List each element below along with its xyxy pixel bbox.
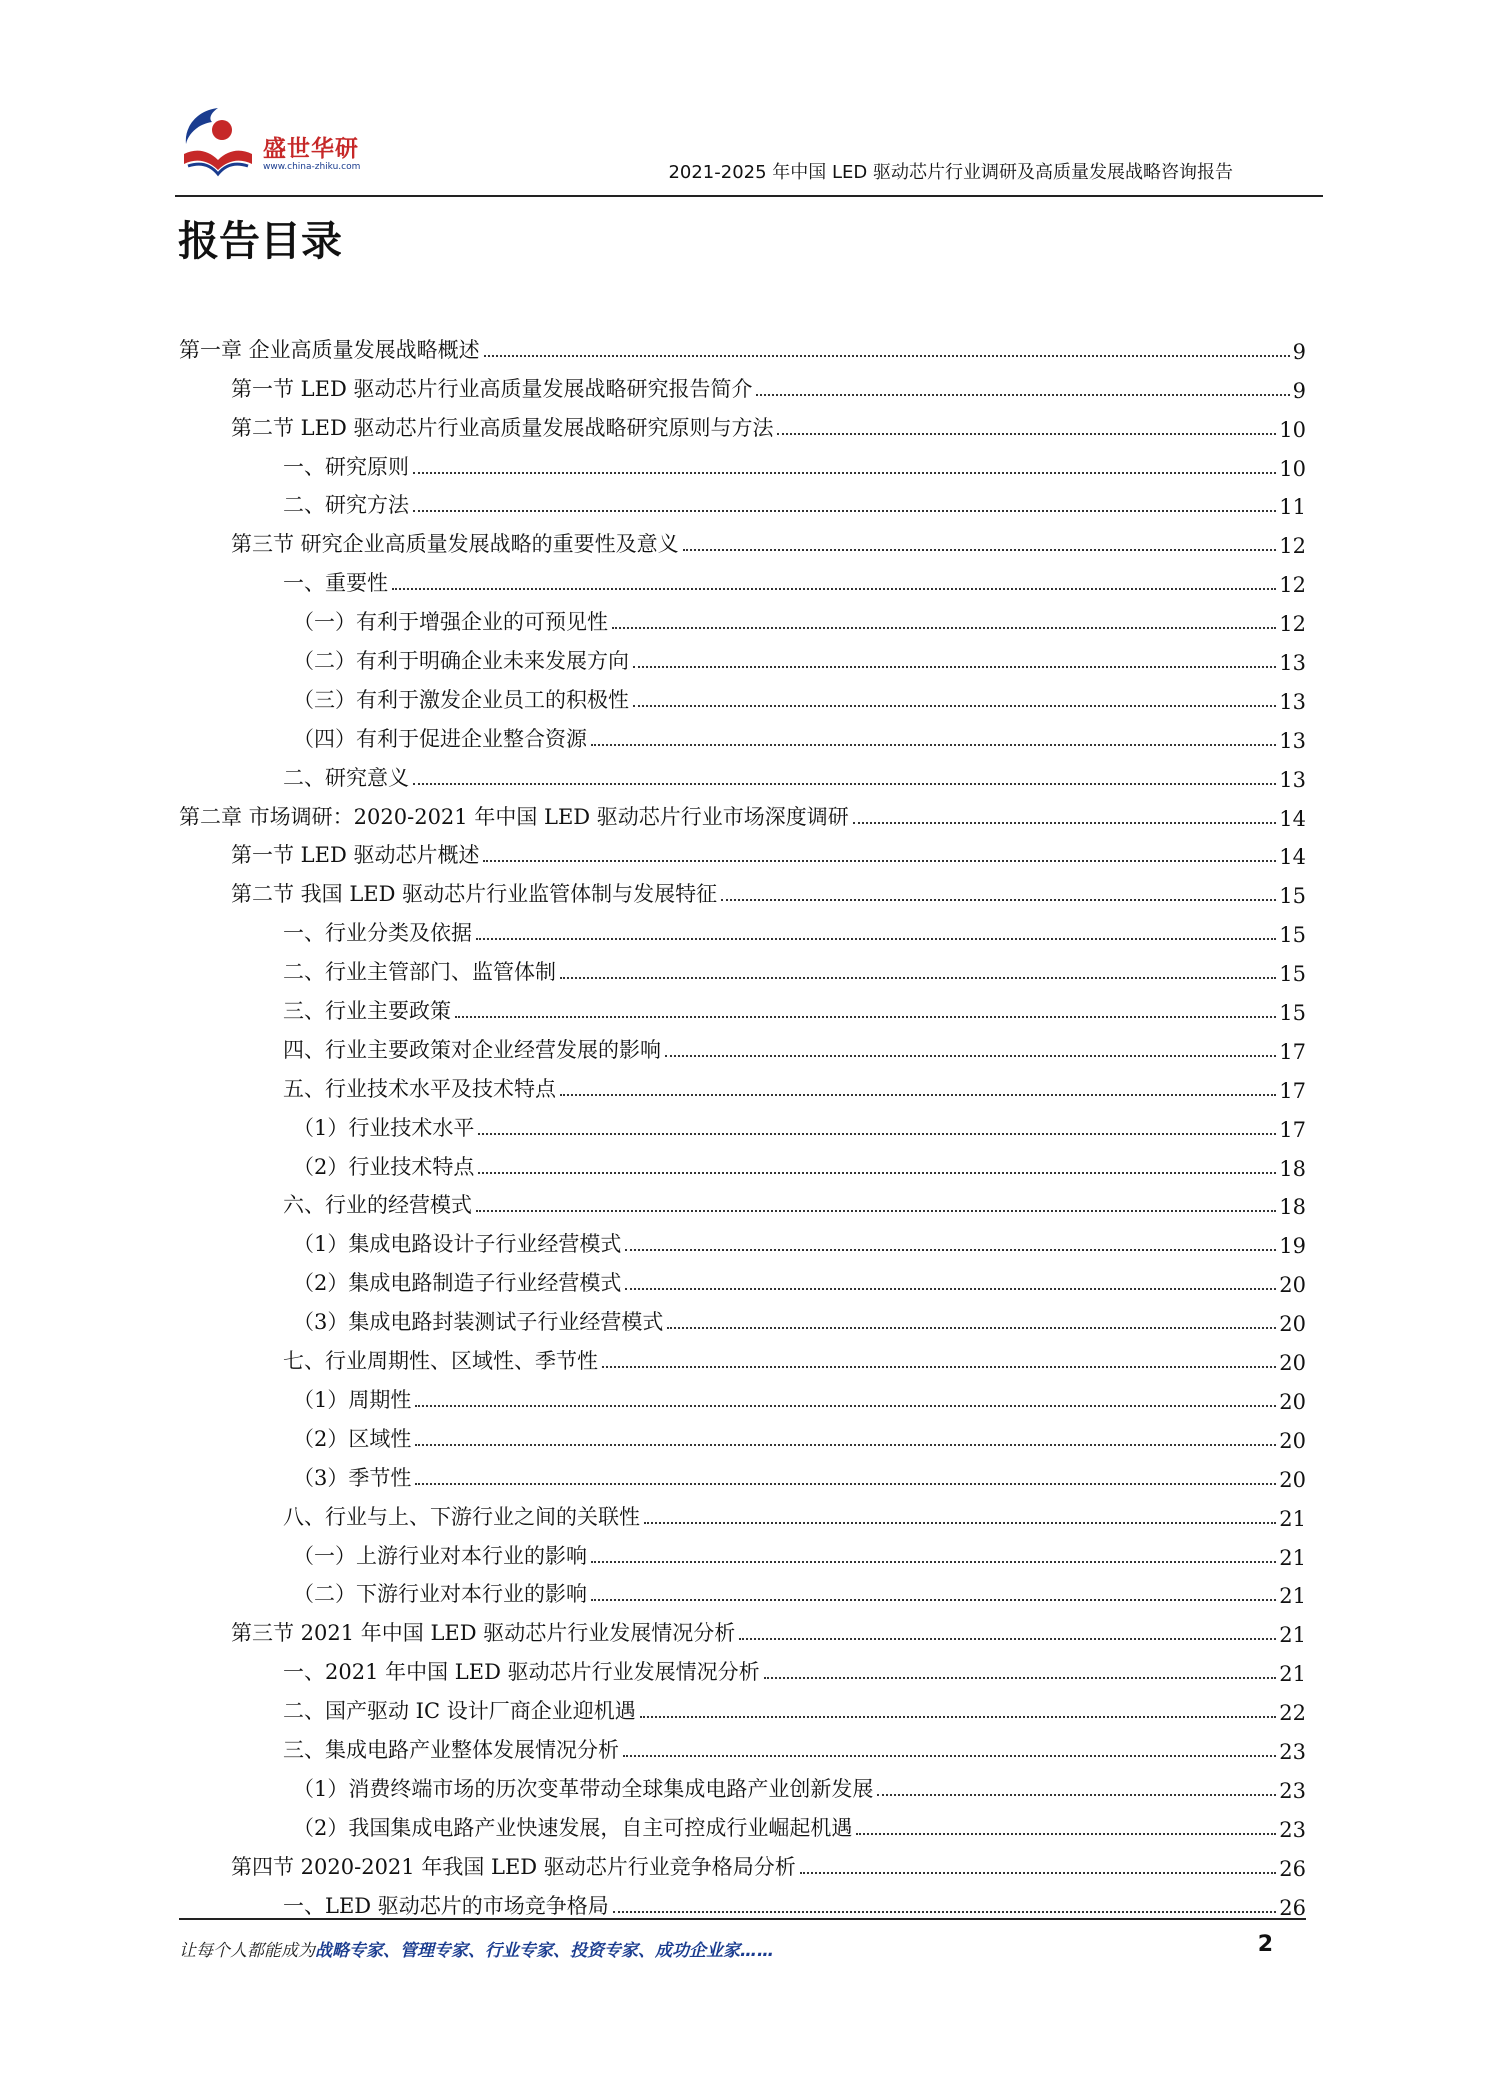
toc-entry-title: （三）有利于激发企业员工的积极性	[293, 687, 629, 712]
toc-entry-page: 15	[1279, 884, 1306, 909]
toc-dot-leader	[665, 1055, 1276, 1057]
toc-entry-title: 三、集成电路产业整体发展情况分析	[283, 1737, 619, 1762]
toc-entry-page: 21	[1279, 1662, 1306, 1687]
toc-entry-title: 第一节 LED 驱动芯片行业高质量发展战略研究报告简介	[231, 376, 753, 401]
toc-dot-leader	[721, 899, 1276, 901]
toc-entry-title: 一、研究原则	[283, 454, 409, 479]
toc-entry[interactable]	[179, 442, 1306, 481]
toc-entry-page: 20	[1279, 1428, 1306, 1453]
toc-dot-leader	[476, 1210, 1276, 1212]
page-header	[175, 100, 1323, 197]
toc-entry-title: 第二节 LED 驱动芯片行业高质量发展战略研究原则与方法	[231, 415, 774, 440]
toc-entry-page: 14	[1279, 845, 1306, 870]
toc-entry-page: 19	[1279, 1234, 1306, 1259]
toc-entry[interactable]	[179, 1025, 1306, 1064]
toc-entry-page: 10	[1279, 456, 1306, 481]
toc-entry-title: 二、行业主管部门、监管体制	[283, 960, 556, 985]
toc-entry-title: 一、2021 年中国 LED 驱动芯片行业发展情况分析	[283, 1660, 760, 1685]
toc-entry-title: （3）集成电路封装测试子行业经营模式	[293, 1310, 664, 1335]
toc-entry[interactable]	[179, 1219, 1306, 1258]
footer-slogan	[179, 1936, 774, 1961]
toc-entry-page: 22	[1279, 1701, 1306, 1726]
toc-entry-title: 二、研究方法	[283, 493, 409, 518]
toc-entry-page: 12	[1279, 534, 1306, 559]
toc-dot-leader	[623, 1755, 1276, 1757]
toc-entry-title: 一、行业分类及依据	[283, 921, 472, 946]
page-title: 报告目录	[178, 217, 342, 265]
toc-dot-leader	[633, 705, 1276, 707]
toc-entry-page: 17	[1279, 1078, 1306, 1103]
toc-dot-leader	[613, 1911, 1276, 1913]
toc-entry-page: 14	[1279, 806, 1306, 831]
toc-entry[interactable]	[179, 1375, 1306, 1414]
toc-entry[interactable]	[179, 1570, 1306, 1609]
toc-entry-title: （2）行业技术特点	[293, 1154, 475, 1179]
toc-entry-page: 13	[1279, 728, 1306, 753]
toc-entry[interactable]	[179, 1842, 1306, 1881]
table-of-contents	[179, 325, 1306, 1920]
toc-entry-title: （一）有利于增强企业的可预见性	[293, 610, 608, 635]
toc-dot-leader	[478, 1172, 1276, 1174]
toc-entry-page: 21	[1279, 1623, 1306, 1648]
toc-dot-leader	[560, 977, 1276, 979]
toc-entry[interactable]	[179, 675, 1306, 714]
toc-dot-leader	[644, 1522, 1276, 1524]
toc-entry-page: 13	[1279, 767, 1306, 792]
toc-dot-leader	[667, 1327, 1276, 1329]
toc-entry-title: 三、行业主要政策	[283, 999, 451, 1024]
toc-entry-title: （二）下游行业对本行业的影响	[293, 1582, 587, 1607]
toc-entry-page: 20	[1279, 1389, 1306, 1414]
toc-entry-page: 20	[1279, 1312, 1306, 1337]
toc-dot-leader	[392, 588, 1276, 590]
toc-dot-leader	[853, 822, 1276, 824]
toc-entry[interactable]	[179, 1297, 1306, 1336]
toc-entry-page: 20	[1279, 1467, 1306, 1492]
toc-entry-page: 17	[1279, 1039, 1306, 1064]
toc-entry[interactable]	[179, 831, 1306, 870]
toc-entry[interactable]	[179, 597, 1306, 636]
report-title: 2021-2025 年中国 LED 驱动芯片行业调研及高质量发展战略咨询报告	[668, 162, 1233, 183]
toc-entry-title: （二）有利于明确企业未来发展方向	[293, 649, 629, 674]
toc-dot-leader	[591, 1599, 1276, 1601]
toc-entry[interactable]	[179, 869, 1306, 908]
toc-dot-leader	[413, 510, 1276, 512]
toc-entry-title: 二、国产驱动 IC 设计厂商企业迎机遇	[283, 1699, 636, 1724]
toc-entry-page: 26	[1279, 1856, 1306, 1881]
toc-entry-page: 17	[1279, 1117, 1306, 1142]
toc-entry-title: （1）消费终端市场的历次变革带动全球集成电路产业创新发展	[293, 1776, 874, 1801]
toc-entry[interactable]	[179, 1881, 1306, 1920]
toc-entry[interactable]	[179, 1647, 1306, 1686]
toc-entry-title: 第三节 2021 年中国 LED 驱动芯片行业发展情况分析	[231, 1621, 736, 1646]
toc-entry-page: 26	[1279, 1895, 1306, 1920]
toc-entry-title: 第一节 LED 驱动芯片概述	[231, 843, 480, 868]
toc-dot-leader	[478, 1133, 1276, 1135]
toc-dot-leader	[560, 1094, 1276, 1096]
toc-dot-leader	[877, 1794, 1276, 1796]
toc-entry[interactable]	[179, 1336, 1306, 1375]
toc-entry[interactable]	[179, 792, 1306, 831]
toc-entry-page: 15	[1279, 1001, 1306, 1026]
toc-entry[interactable]	[179, 1142, 1306, 1181]
logo-icon	[178, 104, 258, 180]
toc-dot-leader	[415, 1483, 1276, 1485]
toc-entry[interactable]	[179, 1064, 1306, 1103]
toc-dot-leader	[633, 666, 1276, 668]
toc-entry[interactable]	[179, 403, 1306, 442]
toc-entry[interactable]	[179, 908, 1306, 947]
toc-entry-page: 20	[1279, 1273, 1306, 1298]
toc-entry-title: 一、LED 驱动芯片的市场竞争格局	[283, 1893, 609, 1918]
toc-entry[interactable]	[179, 558, 1306, 597]
toc-entry-title: 四、行业主要政策对企业经营发展的影响	[283, 1037, 661, 1062]
toc-entry-page: 21	[1279, 1545, 1306, 1570]
footer-divider	[179, 1918, 1306, 1920]
toc-entry-title: （1）行业技术水平	[293, 1115, 475, 1140]
toc-entry-title: 七、行业周期性、区域性、季节性	[283, 1349, 598, 1374]
toc-entry-title: 第二章 市场调研：2020-2021 年中国 LED 驱动芯片行业市场深度调研	[179, 804, 849, 829]
toc-dot-leader	[455, 1016, 1276, 1018]
toc-entry-title: （2）我国集成电路产业快速发展，自主可控成行业崛起机遇	[293, 1815, 853, 1840]
toc-dot-leader	[483, 860, 1276, 862]
toc-entry-title: （2）集成电路制造子行业经营模式	[293, 1271, 622, 1296]
toc-dot-leader	[683, 549, 1277, 551]
toc-dot-leader	[415, 1405, 1276, 1407]
toc-entry-title: （3）季节性	[293, 1465, 412, 1490]
toc-entry-page: 23	[1279, 1817, 1306, 1842]
toc-entry-page: 23	[1279, 1739, 1306, 1764]
toc-entry-page: 9	[1292, 378, 1306, 403]
footer-slogan-prefix: 让每个人都能成为	[179, 1941, 315, 1961]
toc-entry[interactable]	[179, 1103, 1306, 1142]
toc-dot-leader	[591, 1561, 1276, 1563]
toc-entry-title: （1）周期性	[293, 1387, 412, 1412]
toc-entry-page: 20	[1279, 1351, 1306, 1376]
toc-entry-page: 13	[1279, 689, 1306, 714]
toc-entry-page: 21	[1279, 1506, 1306, 1531]
toc-dot-leader	[777, 433, 1276, 435]
toc-entry-title: 第三节 研究企业高质量发展战略的重要性及意义	[231, 532, 679, 557]
toc-entry-title: （一）上游行业对本行业的影响	[293, 1543, 587, 1568]
toc-dot-leader	[625, 1249, 1276, 1251]
toc-entry-title: 一、重要性	[283, 571, 388, 596]
toc-entry[interactable]	[179, 1414, 1306, 1453]
toc-entry-page: 13	[1279, 651, 1306, 676]
toc-entry-page: 21	[1279, 1584, 1306, 1609]
toc-entry-page: 15	[1279, 923, 1306, 948]
toc-dot-leader	[415, 1444, 1276, 1446]
toc-entry-title: 六、行业的经营模式	[283, 1193, 472, 1218]
toc-dot-leader	[602, 1366, 1276, 1368]
toc-dot-leader	[625, 1288, 1276, 1290]
toc-entry[interactable]	[179, 1492, 1306, 1531]
toc-entry-page: 10	[1279, 417, 1306, 442]
toc-entry[interactable]	[179, 1181, 1306, 1220]
toc-entry-page: 9	[1292, 339, 1306, 364]
toc-entry[interactable]	[179, 481, 1306, 520]
toc-entry-page: 18	[1279, 1156, 1306, 1181]
toc-entry[interactable]	[179, 753, 1306, 792]
toc-entry[interactable]	[179, 1803, 1306, 1842]
toc-entry-title: 八、行业与上、下游行业之间的关联性	[283, 1504, 640, 1529]
page-number: 2	[1257, 1932, 1273, 1957]
toc-entry-page: 15	[1279, 962, 1306, 987]
toc-entry-title: 第一章 企业高质量发展战略概述	[179, 337, 480, 362]
toc-dot-leader	[476, 938, 1276, 940]
toc-dot-leader	[413, 783, 1276, 785]
toc-dot-leader	[612, 627, 1276, 629]
toc-entry-title: 第二节 我国 LED 驱动芯片行业监管体制与发展特征	[231, 882, 718, 907]
toc-entry[interactable]	[179, 519, 1306, 558]
toc-entry[interactable]	[179, 364, 1306, 403]
toc-entry-page: 11	[1279, 495, 1306, 520]
brand-name: 盛世华研	[263, 136, 359, 162]
toc-entry-title: （2）区域性	[293, 1426, 412, 1451]
toc-entry-page: 23	[1279, 1778, 1306, 1803]
toc-entry-title: 五、行业技术水平及技术特点	[283, 1076, 556, 1101]
toc-entry-page: 18	[1279, 1195, 1306, 1220]
toc-entry[interactable]	[179, 636, 1306, 675]
toc-dot-leader	[856, 1833, 1276, 1835]
toc-entry[interactable]	[179, 1686, 1306, 1725]
toc-entry[interactable]	[179, 1258, 1306, 1297]
toc-entry-page: 12	[1279, 573, 1306, 598]
toc-entry[interactable]	[179, 1764, 1306, 1803]
toc-entry-title: （1）集成电路设计子行业经营模式	[293, 1232, 622, 1257]
toc-entry-page: 12	[1279, 612, 1306, 637]
toc-entry-title: 第四节 2020-2021 年我国 LED 驱动芯片行业竞争格局分析	[231, 1854, 796, 1879]
toc-dot-leader	[756, 394, 1289, 396]
toc-entry[interactable]	[179, 325, 1306, 364]
toc-dot-leader	[739, 1638, 1276, 1640]
brand-url: www.china-zhiku.com	[263, 162, 361, 172]
toc-entry-title: （四）有利于促进企业整合资源	[293, 726, 587, 751]
toc-dot-leader	[413, 472, 1276, 474]
toc-dot-leader	[640, 1716, 1277, 1718]
toc-dot-leader	[764, 1677, 1277, 1679]
toc-dot-leader	[591, 744, 1276, 746]
toc-entry[interactable]	[179, 947, 1306, 986]
toc-entry[interactable]	[179, 1531, 1306, 1570]
toc-entry[interactable]	[179, 1608, 1306, 1647]
toc-dot-leader	[800, 1872, 1276, 1874]
toc-entry[interactable]	[179, 1453, 1306, 1492]
toc-entry[interactable]	[179, 714, 1306, 753]
footer-slogan-highlight: 战略专家、管理专家、行业专家、投资专家、成功企业家……	[315, 1941, 774, 1961]
toc-entry-title: 二、研究意义	[283, 765, 409, 790]
toc-entry[interactable]	[179, 986, 1306, 1025]
toc-entry[interactable]	[179, 1725, 1306, 1764]
toc-dot-leader	[484, 355, 1290, 357]
